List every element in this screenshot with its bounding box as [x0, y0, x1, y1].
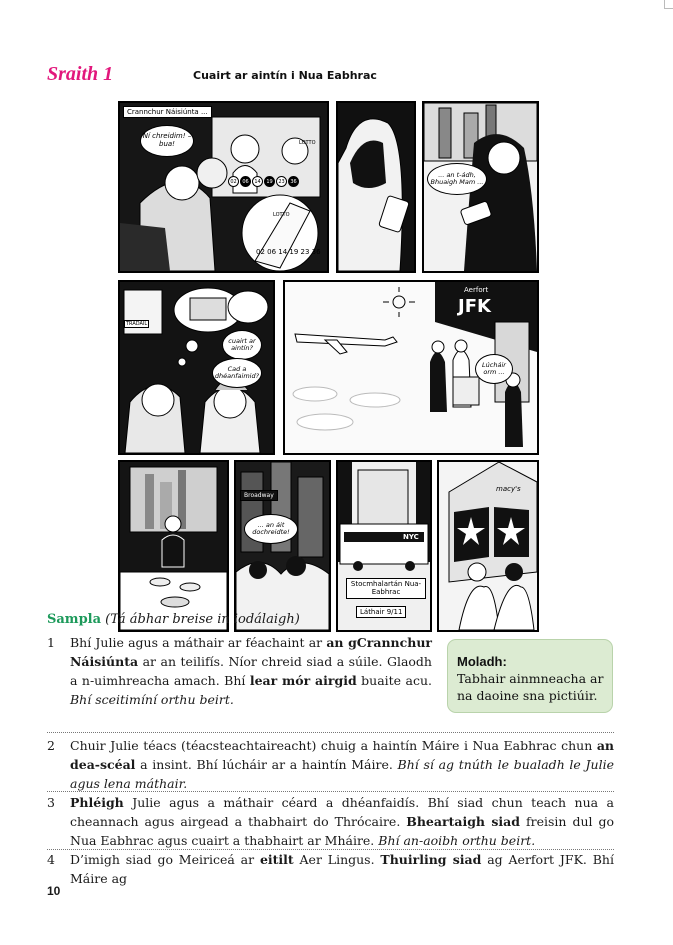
comic-panel-2 — [336, 101, 416, 273]
text: Chuir Julie téacs (téacsteachtaireacht) chuig a haintín Máire i Nua Eabhrac chun — [70, 738, 597, 753]
panel-8-art — [338, 462, 430, 630]
paragraph-2 — [47, 736, 614, 793]
key-phrase: Thuirling siad — [380, 852, 482, 867]
comic-panel-6 — [118, 460, 229, 632]
store-name-sign: macy's — [496, 485, 521, 493]
sampla-label: Sampla — [47, 612, 102, 627]
comic-panel-9 — [437, 460, 539, 632]
page-corner-mark — [664, 0, 673, 9]
panel-3-speech-bubble: ... an t-ádh, Bhuaigh Mam ... — [427, 163, 487, 195]
paragraph-3 — [47, 793, 614, 850]
paragraph-4 — [47, 850, 614, 888]
text: ar an teilifís. Níor chreid siad a súile. Glaodh a n-uimhreacha amach. Bhí — [70, 654, 432, 688]
key-phrase: eitilt — [259, 852, 294, 867]
panel-1-speech-bubble: Ní chreidim! – bua! — [140, 125, 194, 157]
key-phrase: Phléigh — [70, 795, 124, 810]
panel-4-house-sign: TRÁDÁIL — [126, 321, 148, 327]
comic-panel-5 — [283, 280, 539, 455]
series-subtitle: Cuairt ar aintín i Nua Eabhrac — [193, 69, 377, 82]
lotto-ball: 36 — [288, 176, 299, 187]
paragraph-1 — [47, 633, 432, 709]
broadway-street-sign: Broadway — [240, 490, 278, 501]
text: ag Aerfort JFK. Bhí Máire ag — [70, 852, 614, 886]
extra-material: Bhí sceitimíní orthu beirt. — [70, 692, 234, 707]
airport-label: Aerfort — [464, 286, 489, 294]
panel-1-lotto-logo: LOTTO — [299, 140, 316, 146]
text: Bhí Julie agus a máthair ar féachaint ar — [70, 635, 327, 650]
comic-panel-1 — [118, 101, 329, 273]
lotto-ticket-numbers: 02 06 14 19 23 36 — [256, 248, 321, 256]
panel-7-speech-bubble: ... an áit dochreidte! — [244, 514, 298, 544]
lotto-ball: 06 — [240, 176, 251, 187]
panel-2-art — [338, 103, 414, 271]
lotto-ball: 23 — [276, 176, 287, 187]
page-number: 10 — [47, 884, 61, 898]
airport-code: JFK — [458, 296, 491, 317]
lotto-ticket-label: LOTTO — [273, 212, 290, 218]
paragraph-number: 4 — [47, 852, 55, 867]
text: D’imigh siad go Meiriceá ar — [70, 852, 260, 867]
series-title: Sraith 1 — [47, 63, 114, 85]
text: buaite acu. — [356, 673, 432, 688]
extra-material: Bhí sí ag tnúth le bualadh le Julie agus lena máthair. — [70, 757, 614, 791]
panel-4-speech-bubble: Cad a dhéanfaimid? — [212, 358, 262, 388]
bus-sign: NYC — [403, 533, 419, 541]
panel-6-art — [120, 462, 227, 630]
moladh-text: Tabhair ainmneacha ar na daoine sna pictiúir. — [457, 671, 604, 703]
moladh-title: Moladh: — [457, 654, 507, 669]
comic-panel-4 — [118, 280, 275, 455]
key-phrase: an dea-scéal — [70, 738, 614, 772]
paragraph-number: 2 — [47, 738, 55, 753]
panel-5-speech-bubble: Lúcháir orm ... — [475, 354, 513, 384]
lotto-balls — [228, 176, 299, 187]
panel-1-caption: Crannchur Náisiúnta ... — [123, 106, 212, 118]
paragraph-divider — [47, 732, 614, 733]
ground-zero-sign: Láthair 9/11 — [356, 606, 406, 618]
lotto-ball: 02 — [228, 176, 239, 187]
text: Aer Lingus. — [293, 852, 381, 867]
key-phrase: an gCrannchur Náisiúnta — [70, 635, 432, 669]
panel-4-thought-bubble: cuairt ar aintín? — [222, 330, 262, 360]
text: a insint. Bhí lúcháir ar a haintín Máire. — [135, 757, 398, 772]
paragraph-number: 3 — [47, 795, 55, 810]
extra-material: Bhí an-aoibh orthu beirt. — [378, 833, 536, 848]
paragraph-divider — [47, 791, 614, 792]
comic-panel-7 — [234, 460, 331, 632]
panel-7-art — [236, 462, 329, 630]
text: Julie agus a máthair céard a dhéanfaidís. Bhí siad chun teach nua a cheannach agus airgead a thabhairt do Thrócaire. — [70, 795, 614, 829]
sampla-heading — [47, 612, 300, 627]
key-phrase: lear mór airgid — [249, 673, 357, 688]
moladh-tip-box — [447, 639, 613, 713]
lotto-ball: 19 — [264, 176, 275, 187]
comic-panel-3 — [422, 101, 539, 273]
text: freisin dul go Nua Eabhrac agus cuairt a thabhairt ar Mháire. — [70, 814, 614, 848]
sampla-note: (Tá ábhar breise in iodálaigh) — [105, 612, 300, 627]
comic-panel-8 — [336, 460, 432, 632]
paragraph-number: 1 — [47, 635, 55, 650]
stock-exchange-sign: Stocmhalartán Nua-Eabhrac — [346, 578, 426, 599]
lotto-ball: 14 — [252, 176, 263, 187]
key-phrase: Bheartaigh siad — [406, 814, 521, 829]
